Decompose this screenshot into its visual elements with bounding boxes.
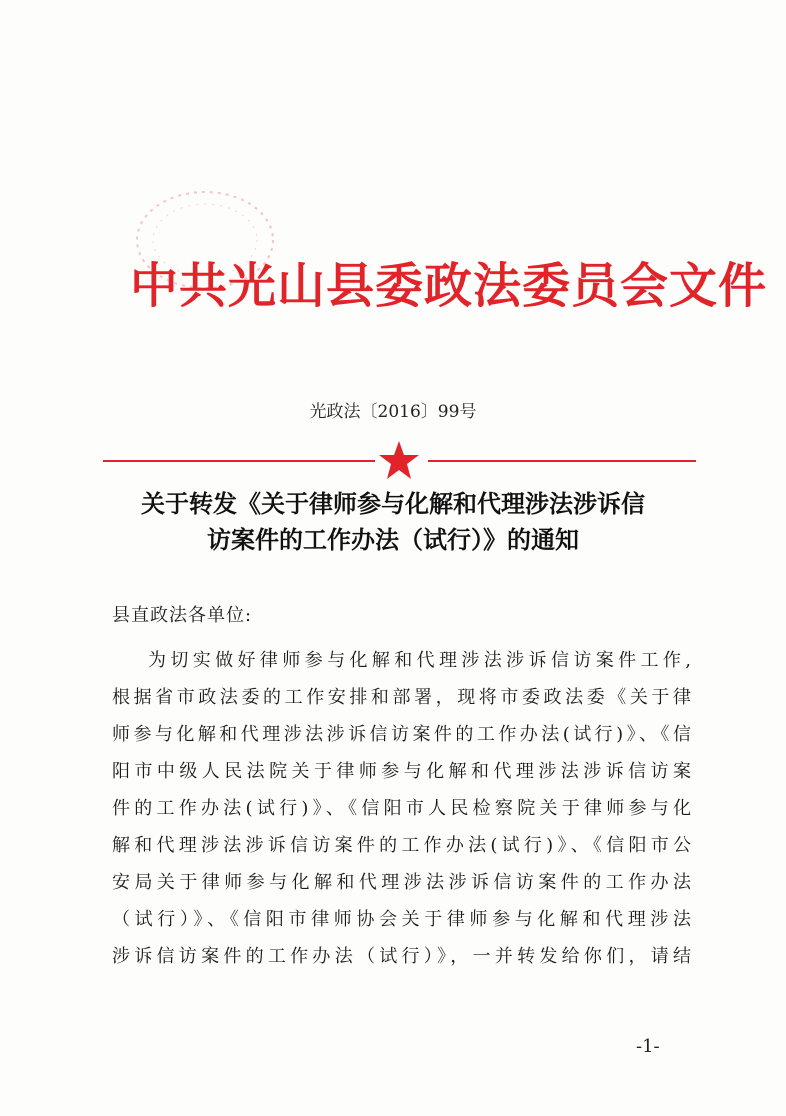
title-line: 关于转发《关于律师参与化解和代理涉法涉诉信 xyxy=(141,490,645,518)
document-title xyxy=(90,486,696,558)
body-text xyxy=(112,642,692,975)
masthead-divider-right xyxy=(428,460,696,462)
document-number: 光政法〔2016〕99号 xyxy=(309,402,477,422)
masthead-divider-left xyxy=(103,460,375,462)
red-star-icon xyxy=(378,440,420,480)
body-line: 阳市中级人民法院关于律师参与化解和代理涉法涉诉信访案 xyxy=(112,761,692,782)
salutation: 县直政法各单位: xyxy=(112,605,253,626)
body-line: 解和代理涉法涉诉信访案件的工作办法(试行)》、《信阳市公 xyxy=(112,835,692,856)
body-line: 安局关于律师参与化解和代理涉法涉诉信访案件的工作办法 xyxy=(112,872,692,893)
body-line: 根据省市政法委的工作安排和部署，现将市委政法委《关于律 xyxy=(112,687,692,708)
title-line: 访案件的工作办法（试行）》的通知 xyxy=(207,526,579,554)
body-line: （试行）》、《信阳市律师协会关于律师参与化解和代理涉法 xyxy=(112,909,692,930)
body-line: 涉诉信访案件的工作办法（试行）》，一并转发给你们，请结 xyxy=(112,946,692,967)
body-line: 为切实做好律师参与化解和代理涉法涉诉信访案件工作, xyxy=(148,650,692,671)
body-line: 师参与化解和代理涉法涉诉信访案件的工作办法(试行)》、《信 xyxy=(112,724,692,745)
body-line: 件的工作办法(试行)》、《信阳市人民检察院关于律师参与化 xyxy=(112,798,692,819)
document-masthead: 中共光山县委政法委员会文件 xyxy=(130,258,768,314)
page-number: -1- xyxy=(636,1036,660,1057)
